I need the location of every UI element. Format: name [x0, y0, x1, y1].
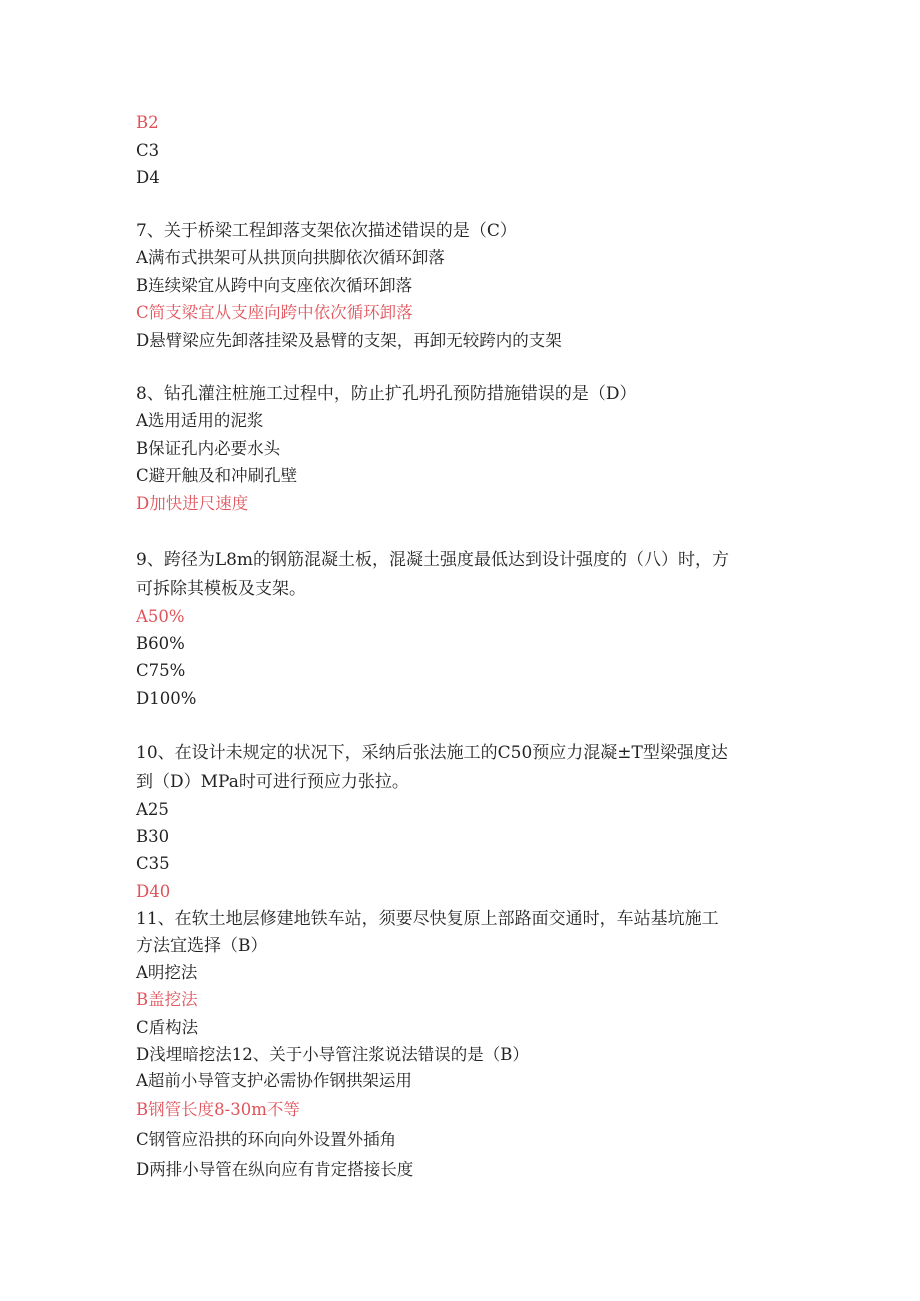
question-9-option-d: D100%	[136, 689, 197, 708]
question-11-option-b: B盖挖法	[136, 990, 198, 1009]
question-7-option-d: D悬臂梁应先卸落挂梁及悬臂的支架，再卸无较跨内的支架	[136, 331, 562, 350]
question-12-option-c: C钢管应沿拱的环向向外设置外插角	[136, 1130, 397, 1149]
question-12-option-b: B钢管长度8-30m不等	[136, 1100, 300, 1119]
question-8-option-d: D加快进尺速度	[136, 494, 249, 513]
question-7-option-a: A满布式拱架可从拱顶向拱脚依次循环卸落	[136, 248, 445, 267]
option-d4: D4	[136, 168, 160, 187]
question-10-option-a: A25	[136, 800, 169, 819]
question-11-option-c: C盾构法	[136, 1018, 199, 1037]
question-11-line-2: 方法宜选择（B）	[136, 936, 268, 956]
question-9-line-1: 9、跨径为L8m的钢筋混凝土板，混凝土强度最低达到设计强度的（八）时，方	[136, 550, 730, 570]
question-7-option-b: B连续梁宜从跨中向支座依次循环卸落	[136, 276, 413, 295]
question-8-option-c: C避开触及和冲刷孔壁	[136, 466, 298, 485]
question-9-line-2: 可拆除其模板及支架。	[136, 579, 306, 599]
question-10-option-c: C35	[136, 854, 170, 873]
question-11-line-1: 11、在软土地层修建地铁车站，须要尽快复原上部路面交通时，车站基坑施工	[136, 909, 719, 929]
question-9-option-c: C75%	[136, 661, 186, 680]
question-10-option-b: B30	[136, 827, 170, 846]
question-10-line-1: 10、在设计未规定的状况下，采纳后张法施工的C50预应力混凝±T型梁强度达	[136, 743, 728, 763]
question-10-option-d: D40	[136, 882, 171, 901]
question-11-option-a: A明挖法	[136, 963, 198, 982]
question-7: 7、关于桥梁工程卸落支架依次描述错误的是（C）	[136, 221, 517, 241]
question-8-option-b: B保证孔内必要水头	[136, 439, 281, 458]
question-9-option-a: A50%	[136, 607, 185, 626]
question-9-option-b: B60%	[136, 634, 185, 653]
question-7-option-c: C简支梁宜从支座向跨中依次循环卸落	[136, 303, 413, 322]
question-10-line-2: 到（D）MPa时可进行预应力张拉。	[136, 772, 409, 792]
question-11-option-d-and-question-12: D浅埋暗挖法12、关于小导管注浆说法错误的是（B）	[136, 1045, 529, 1064]
question-8: 8、钻孔灌注桩施工过程中，防止扩孔坍孔预防措施错误的是（D）	[136, 384, 637, 404]
question-12-option-d: D两排小导管在纵向应有肯定搭接长度	[136, 1160, 414, 1179]
option-b2: B2	[136, 113, 159, 132]
question-12-option-a: A超前小导管支护必需协作钢拱架运用	[136, 1071, 412, 1090]
question-8-option-a: A选用适用的泥浆	[136, 411, 264, 430]
option-c3: C3	[136, 141, 160, 160]
